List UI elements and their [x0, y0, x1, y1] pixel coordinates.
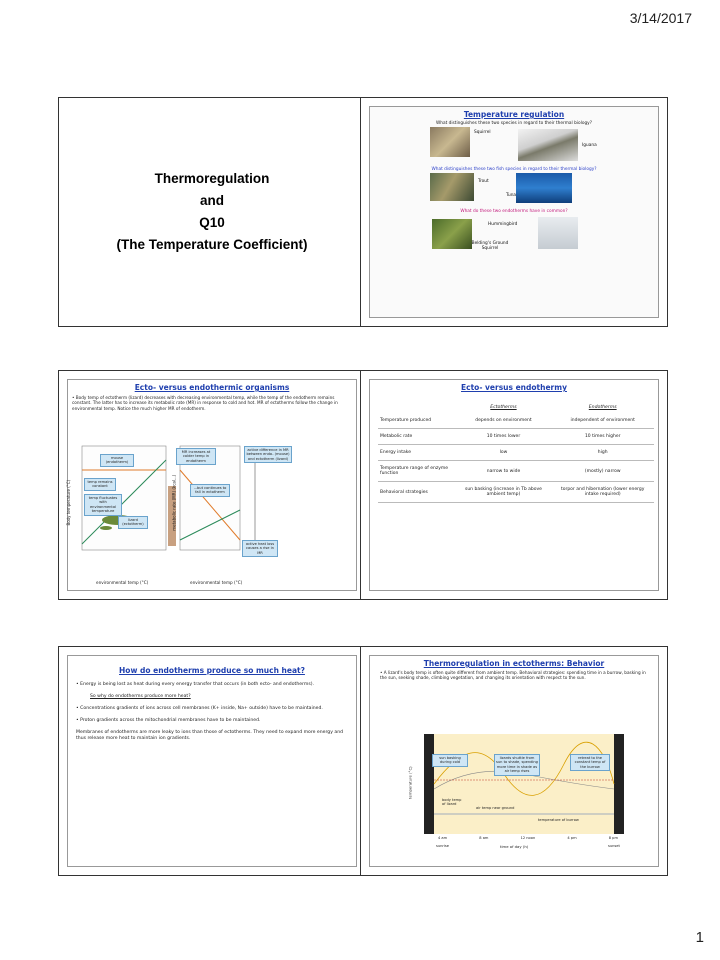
right-y-axis-label: metabolic rate (MR) (kcal...)	[171, 474, 177, 531]
table-cell: low	[456, 445, 552, 461]
slide-thumbnail-2[interactable]	[360, 97, 668, 327]
page-number: 1	[695, 929, 704, 946]
ground-squirrel-label: Belding's Ground Squirrel	[471, 241, 509, 251]
table-cell: high	[551, 445, 654, 461]
ground-squirrel-photo	[432, 219, 472, 249]
hummingbird-label: Hummingbird	[488, 222, 518, 227]
callout-burrow: retreat to the constant temp of the burrow	[570, 754, 610, 771]
slide-thumbnail-6[interactable]	[360, 646, 668, 876]
slide-thumbnail-4[interactable]	[360, 370, 668, 600]
callout-temp-constant: temp remains constant	[84, 478, 116, 491]
table-cell: depends on environment	[456, 413, 552, 429]
slide-title: How do endotherms produce so much heat?	[119, 666, 305, 675]
table-cell: narrow to wide	[456, 461, 552, 482]
table-header-row	[378, 402, 654, 413]
callout-fall: ...but continues to fall in ectotherm	[190, 484, 230, 497]
callout-colder: MR increases at colder temp in endotherm	[176, 448, 216, 465]
bullet-4: Membranes of endotherms are more leaky to ions than those of ectotherms. They need to expand more energy and thus release more heat to maintain ion gradients.	[76, 730, 344, 741]
slide-frame	[67, 655, 357, 867]
x-tick: 4 pm	[567, 836, 577, 840]
series-label-lizard: body temp of lizard	[442, 798, 462, 806]
slide-frame	[369, 379, 659, 591]
bullet-2: • Concentrations gradients of ions across cell membranes (K+ inside, Na+ outside) have to be maintained.	[76, 706, 323, 711]
table-row	[378, 429, 654, 445]
callout-mouse: mouse (endotherm)	[100, 454, 134, 467]
comparison-table	[378, 402, 654, 503]
slide-title: Ecto- versus endothermy	[461, 383, 567, 392]
subheading: So why do endotherms produce more heat?	[90, 694, 191, 699]
trout-photo	[430, 173, 474, 201]
hummingbird-photo	[538, 217, 578, 249]
right-x-axis-label: environmental temp (°C)	[190, 580, 243, 585]
table-header	[378, 402, 456, 413]
x-tick: 8 pm	[608, 836, 618, 840]
question-3: What do these two endotherms have in common?	[460, 209, 568, 214]
slide-frame	[67, 379, 357, 591]
table-header: Endotherms	[588, 405, 617, 410]
sunset-label: sunset	[608, 844, 620, 848]
table-row	[378, 482, 654, 503]
callout-lizard: lizard (ectotherm)	[118, 516, 148, 529]
slide-title: Thermoregulation in ectotherms: Behavior	[423, 659, 605, 668]
table-row	[378, 461, 654, 482]
question-1: What distinguishes these two species in regard to their thermal biology?	[435, 121, 593, 126]
title-line-1: Thermoregulation	[154, 171, 270, 186]
slide-thumbnail-5[interactable]	[58, 646, 366, 876]
table-row	[378, 445, 654, 461]
title-line-4: (The Temperature Coefficient)	[116, 237, 308, 252]
title-line-3: Q10	[199, 215, 225, 230]
slide-bullets	[76, 682, 348, 748]
x-axis-label: time of day (h)	[500, 844, 529, 849]
table-cell: Temperature produced	[378, 413, 456, 429]
table-cell: Temperature range of enzyme function	[378, 461, 456, 482]
table-header: Ectotherms	[490, 405, 517, 410]
slide-thumbnail-1[interactable]	[58, 97, 366, 327]
title-line-2: and	[199, 193, 224, 208]
table-cell: Metabolic rate	[378, 429, 456, 445]
table-cell: (mostly) narrow	[551, 461, 654, 482]
sunrise-label: sunrise	[436, 844, 449, 848]
table-cell: sun basking (increase in Tb above ambient temp)	[456, 482, 552, 503]
callout-difference: active difference in MR between endo- (mouse) and ectotherm (lizard)	[244, 446, 292, 463]
bullet-1: • Energy is being lost as heat during every energy transfer that occurs (in both ecto- and endotherms).	[76, 682, 315, 687]
tuna-photo	[516, 173, 572, 203]
callout-heat-loss: active heat loss causes a rise in MR	[242, 540, 278, 557]
slide-body-text: • A lizard's body temp is often quite different from ambient temp. Behavioral strategies: spending time in a burrow, basking in the sun, seeking shade, climbing vegetation, and changing its orientation with respect to the sun.	[380, 670, 646, 681]
title-slide-content	[59, 98, 365, 326]
table-cell: 10 times lower	[456, 429, 552, 445]
series-label-burrow: temperature of burrow	[538, 818, 579, 822]
left-x-axis-label: environmental temp (°C)	[96, 580, 149, 585]
iguana-label: Iguana	[582, 143, 597, 148]
squirrel-photo	[430, 127, 470, 157]
slide-title: Ecto- versus endothermic organisms	[134, 383, 290, 392]
tuna-label: Tuna	[506, 193, 517, 198]
x-tick: 12 noon	[520, 836, 536, 840]
slide-frame	[369, 655, 659, 867]
table-cell: Energy intake	[378, 445, 456, 461]
series-label-air: air temp near ground	[476, 806, 515, 810]
slide-title: Temperature regulation	[463, 110, 565, 119]
table-cell: 10 times higher	[551, 429, 654, 445]
table-cell: Behavioral strategies	[378, 482, 456, 503]
trout-label: Trout	[478, 179, 489, 184]
iguana-photo	[518, 129, 578, 161]
question-2: What distinguishes these two fish species in regard to their thermal biology?	[431, 167, 597, 172]
left-y-axis-label: Body temperature (°C)	[66, 479, 72, 526]
x-tick: 4 am	[438, 836, 448, 840]
slide-frame	[369, 106, 659, 318]
print-date: 3/14/2017	[629, 10, 692, 26]
table-row	[378, 413, 654, 429]
x-tick: 8 am	[479, 836, 489, 840]
slide-body-text: • Body temp of ectotherm (lizard) decreases with decreasing environmental temp, while the temp of the endotherm remains constant. The latter has to increase its metabolic rate (MR) in response to cold and hot. MR of ectotherms follow the change in environmental temp. Notice the much higher MR of endotherm.	[72, 395, 338, 411]
table-cell: torpor and hibernation (lower energy intake required)	[551, 482, 654, 503]
callout-shuttle: lizards shuttle from sun to shade, spending more time in shade as air temp rises	[494, 754, 540, 776]
slide-thumbnail-3[interactable]	[58, 370, 366, 600]
callout-sun-basking: sun basking during cold	[432, 754, 468, 767]
callout-temp-fluctuates: temp fluctuates with environmental temperature	[84, 494, 122, 516]
table-cell: independent of environment	[551, 413, 654, 429]
x-ticks	[438, 836, 618, 841]
bullet-3: • Proton gradients across the mitochondrial membranes have to be maintained.	[76, 718, 261, 723]
y-axis-label: temperature (°C)	[407, 766, 413, 799]
squirrel-label: Squirrel	[474, 130, 491, 135]
